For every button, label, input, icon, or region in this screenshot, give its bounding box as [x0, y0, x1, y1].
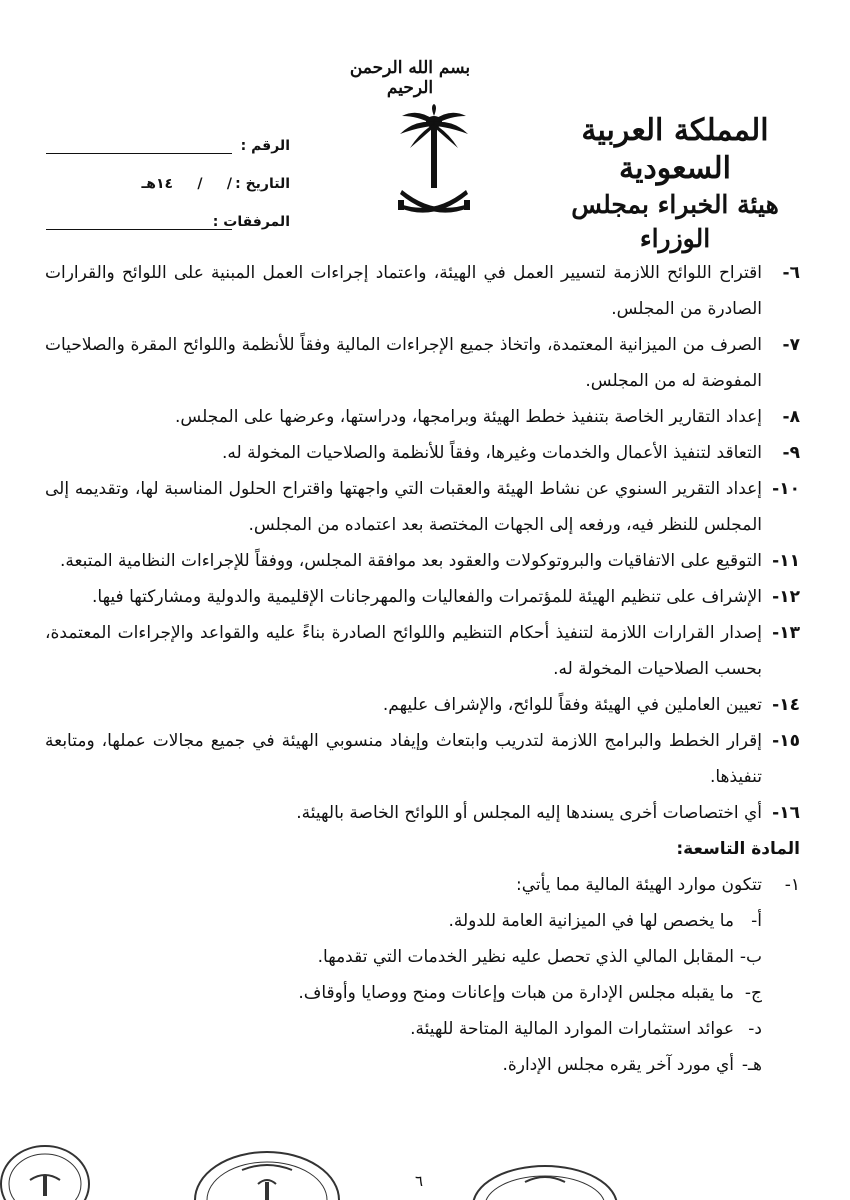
attachments-line [46, 213, 232, 230]
official-seal-icon [0, 1140, 90, 1200]
items-list [45, 255, 800, 831]
item-text: إصدار القرارات اللازمة لتنفيذ أحكام التنظيم واللوائح الصادرة بناءً عليه والقواعد والإجراءات المعتمدة، بحسب الصلاحيات المخولة له. [45, 623, 762, 679]
reference-label: الرقم : [240, 138, 290, 154]
item-text: التعاقد لتنفيذ الأعمال والخدمات وغيرها، وفقاً للأنظمة والصلاحيات المخولة له. [221, 443, 762, 463]
item-number: ١٥- [772, 731, 800, 751]
reference-block [40, 116, 290, 230]
sub-item [45, 1047, 762, 1083]
sub-item-letter: ج- [744, 983, 762, 1003]
item-number: ١٣- [772, 623, 800, 643]
sub-item-text: عوائد استثمارات الموارد المالية المتاحة للهيئة. [410, 1019, 734, 1039]
page-number: ٦ [415, 1172, 424, 1190]
item-text: إعداد التقرير السنوي عن نشاط الهيئة والعقبات التي واجهتها واقتراح الحلول المناسبة لها، وتقديمه إلى المجلس للنظر فيه، ورفعه إلى الجهات المختصة بعد اعتماده من المجلس. [45, 479, 762, 535]
date-value: / / ١٤هـ [141, 176, 232, 192]
sub-item-text: المقابل المالي الذي تحصل عليه نظير الخدمات التي تقدمها. [317, 947, 734, 967]
sub-item-text: ما يقبله مجلس الإدارة من هبات وإعانات ومنح ووصايا وأوقاف. [298, 983, 734, 1003]
sub-item [45, 1011, 762, 1047]
sub-item [45, 975, 762, 1011]
item-text: أي اختصاصات أخرى يسندها إليه المجلس أو اللوائح الخاصة بالهيئة. [296, 803, 762, 823]
item-text: التوقيع على الاتفاقيات والبروتوكولات والعقود بعد موافقة المجلس، ووفقاً للإجراءات النظامية المتبعة. [59, 551, 762, 571]
sub-item [45, 903, 762, 939]
article-clause [45, 867, 800, 1083]
list-item [45, 795, 800, 831]
list-item [45, 543, 800, 579]
sub-item-letter: أ- [751, 911, 762, 931]
sub-item-text: ما يخصص لها في الميزانية العامة للدولة. [448, 911, 734, 931]
official-seal-icon [192, 1148, 342, 1200]
org-line-1: المملكة العربية السعودية [581, 113, 769, 186]
official-seal-icon [470, 1162, 620, 1200]
list-item [45, 327, 800, 399]
item-text: إعداد التقارير الخاصة بتنفيذ خطط الهيئة وبرامجها، ودراستها، وعرضها على المجلس. [175, 407, 762, 427]
sub-item-text: أي مورد آخر يقره مجلس الإدارة. [502, 1055, 734, 1075]
list-item [45, 579, 800, 615]
sub-items-list [45, 903, 762, 1083]
sub-item-letter: ب- [739, 947, 762, 967]
clause-text: تتكون موارد الهيئة المالية مما يأتي: [515, 875, 762, 895]
list-item [45, 687, 800, 723]
item-number: ١٢- [772, 587, 800, 607]
date-label: التاريخ : [235, 176, 290, 192]
item-number: ٩- [782, 443, 800, 463]
item-number: ١٦- [772, 803, 800, 823]
document-body [45, 255, 800, 1083]
reference-line [46, 137, 232, 154]
list-item [45, 435, 800, 471]
item-number: ١٠- [772, 479, 800, 499]
list-item [45, 471, 800, 543]
sub-item [45, 939, 762, 975]
list-item [45, 255, 800, 327]
item-text: الإشراف على تنظيم الهيئة للمؤتمرات والفعاليات والمهرجانات الإقليمية والدولية ومشاركتها فيها. [92, 587, 762, 607]
clause-number: ١- [784, 875, 800, 895]
sub-item-letter: هـ- [741, 1055, 762, 1075]
item-number: ٧- [782, 335, 800, 355]
palm-swords-emblem-icon [398, 104, 470, 230]
item-number: ٨- [782, 407, 800, 427]
item-number: ١٤- [772, 695, 800, 715]
item-text: تعيين العاملين في الهيئة وفقاً للوائح، والإشراف عليهم. [382, 695, 762, 715]
list-item [45, 723, 800, 795]
organization-name [540, 112, 810, 256]
basmala: بسم الله الرحمن الرحيم [349, 58, 471, 98]
list-item [45, 399, 800, 435]
attachments-row [40, 192, 290, 230]
item-text: اقتراح اللوائح اللازمة لتسيير العمل في الهيئة، واعتماد إجراءات العمل المبنية على اللوائح والقرارات الصادرة من المجلس. [45, 263, 762, 319]
attachments-label: المرفقات : [212, 214, 290, 230]
item-number: ١١- [772, 551, 800, 571]
org-line-2: هيئة الخبراء بمجلس الوزراء [571, 190, 779, 253]
date-row [40, 154, 290, 192]
list-item [45, 615, 800, 687]
item-number: ٦- [782, 263, 800, 283]
article-heading: المادة التاسعة: [676, 839, 800, 859]
item-text: الصرف من الميزانية المعتمدة، واتخاذ جميع الإجراءات المالية وفقاً للأنظمة واللوائح المقرة والصلاحيات المفوضة له من المجلس. [45, 335, 762, 391]
reference-row [40, 116, 290, 154]
item-text: إقرار الخطط والبرامج اللازمة لتدريب وابتعاث وإيفاد منسوبي الهيئة في جميع مجالات عملها، ومتابعة تنفيذها. [45, 731, 762, 787]
sub-item-letter: د- [748, 1019, 762, 1039]
